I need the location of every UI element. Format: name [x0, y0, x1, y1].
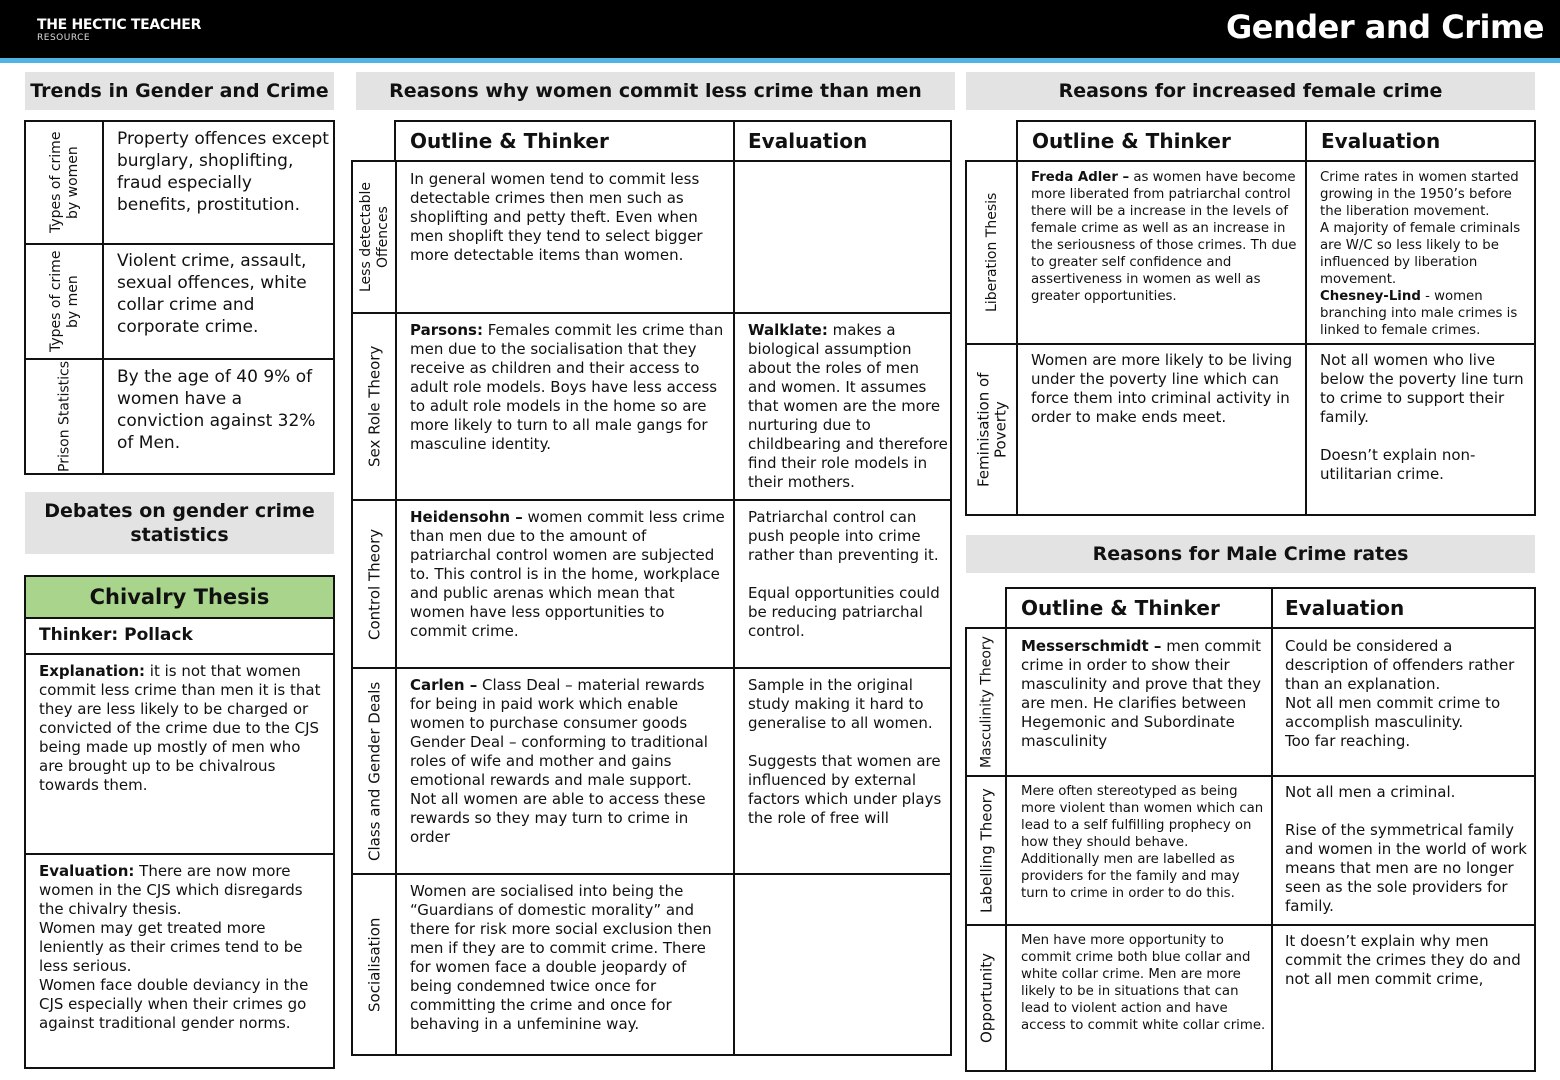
less-crime-header: Reasons why women commit less crime than men	[356, 72, 955, 110]
evaluation-label: Evaluation:	[39, 862, 135, 880]
less-outline-1	[410, 321, 725, 496]
increase-eval-1: Not all women who live below the poverty line turn to crime to support their family. Doesn’t explain non-utilitarian crime.	[1320, 351, 1524, 483]
increase-eval-text-0: Crime rates in women started growing in the 1950’s before the liberation movement. A majority of female criminals are W/C so less likely to be influenced by liberation movement.	[1320, 170, 1521, 287]
less-thinker-2: Heidensohn –	[410, 508, 523, 526]
less-eval-text-1: makes a biological assumption about the roles of men and women. It assumes that women are the more nurturing due to childbearing and therefore find their role models in their mothers.	[748, 321, 948, 491]
less-label-detectable: Less detectable Offences	[358, 182, 391, 292]
less-outline-3	[410, 676, 725, 870]
increase-label-poverty: Feminisation of Poverty	[974, 372, 1010, 487]
debates-header: Debates on gender crime statistics	[25, 492, 334, 554]
less-outline-4: Women are socialised into being the “Guardians of domestic morality” and there for risk more social exclusion then men if they are to commit crime. There for women face a double jeopardy of being condemned twice once for committing the crime and once for behaving in a unfeminine way.	[410, 882, 712, 1033]
increase-col-header-row	[1016, 120, 1536, 162]
less-eval-thinker-1: Walklate:	[748, 321, 828, 339]
male-col2-header: Evaluation	[1285, 596, 1405, 620]
increase-col1-header: Outline & Thinker	[1032, 129, 1231, 153]
chivalry-title: Chivalry Thesis	[26, 577, 333, 617]
trends-text-men: Violent crime, assault, sexual offences, white collar crime and corporate crime.	[117, 251, 307, 337]
brand-logo	[37, 17, 201, 43]
less-col-header-row	[394, 120, 952, 162]
chivalry-box	[24, 575, 335, 1069]
less-label-socialisation: Socialisation	[365, 917, 384, 1012]
less-eval-3: Sample in the original study making it hard to generalise to all women. Suggests that women are influenced by external factors which under plays the role of free will	[748, 676, 942, 827]
trends-label-women: Types of crime by women	[48, 131, 81, 234]
less-label-sexrole: Sex Role Theory	[365, 345, 384, 468]
brand-name: THE HECTIC TEACHER	[37, 17, 202, 33]
increase-outline-text-0: as women have become more liberated from patriarchal control there will be a increase in the levels of female crime as well as an increase in the seriousness of those crimes. Th due to greater self confidence and assertiveness in women as well as greater opportunities.	[1031, 170, 1297, 304]
page-title: Gender and Crime	[1226, 8, 1544, 46]
less-outline-0: In general women tend to commit less detectable crimes then men such as shoplifting and petty theft. Even when men shoplift they tend to select bigger more detectable items than women.	[410, 170, 703, 264]
trends-label-prison: Prison Statistics	[56, 360, 73, 473]
increase-outline-0	[1031, 169, 1299, 341]
trends-header: Trends in Gender and Crime	[25, 72, 334, 110]
explanation-label: Explanation:	[39, 662, 146, 680]
male-label-masculinity: Masculinity Theory	[978, 636, 995, 768]
less-outline-text-1: Females commit les crime than men due to the socialisation that they receive as children and their access to adult role models. Boys have less access to adult role models in the home so are more likely to turn to all male gangs for masculine identity.	[410, 321, 724, 453]
male-outline-0	[1021, 637, 1266, 773]
less-eval-2: Patriarchal control can push people into crime rather than preventing it. Equal opportunities could be reducing patriarchal control.	[748, 508, 940, 640]
explanation-text: it is not that women commit less crime than men it is that they are less likely to be charged or convicted of the crime due to the CJS being made up mostly of men who are brought up to be chivalrous towards them.	[39, 662, 321, 794]
male-eval-0: Could be considered a description of offenders rather than an explanation. Not all men commit crime to accomplish masculinity. Too far reaching.	[1285, 637, 1515, 750]
chivalry-thinker: Thinker: Pollack	[39, 625, 193, 645]
increase-header: Reasons for increased female crime	[966, 72, 1535, 110]
accent-stripe	[0, 58, 1560, 63]
male-outline-1: Mere often stereotyped as being more violent than women which can lead to a self fulfilling prophecy on how they should behave. Additionally men are labelled as providers for the family and may turn to crime in order to do this.	[1021, 784, 1264, 901]
trends-text-women: Property offences except burglary, shoplifting, fraud especially benefits, prostitution.	[117, 129, 329, 215]
less-label-classgender: Class and Gender Deals	[365, 681, 384, 861]
male-eval-2: It doesn’t explain why men commit the crimes they do and not all men commit crime,	[1285, 932, 1521, 988]
less-col2-header: Evaluation	[748, 129, 868, 153]
less-eval-1	[748, 321, 948, 496]
male-col1-header: Outline & Thinker	[1021, 596, 1220, 620]
male-label-opportunity: Opportunity	[977, 953, 996, 1044]
less-label-control: Control Theory	[365, 528, 384, 640]
male-label-labelling: Labelling Theory	[977, 788, 996, 913]
less-outline-text-3: Class Deal – material rewards for being in paid work which enable women to purchase consumer goods Gender Deal – conforming to traditional roles of wife and mother and gains emotional rewards and male support. Not all women are able to access these rewards so they may turn to crime in order	[410, 676, 708, 846]
male-eval-1: Not all men a criminal. Rise of the symmetrical family and women in the world of work means that men are no longer seen as the sole providers for family.	[1285, 783, 1527, 915]
male-outline-2: Men have more opportunity to commit crime both blue collar and white collar crime. Men are more likely to be in situations that can lead to violent action and have access to commit white collar crime.	[1021, 933, 1266, 1033]
less-thinker-3: Carlen –	[410, 676, 478, 694]
less-crime-table	[351, 160, 952, 1056]
male-outline-text-0: men commit crime in order to show their masculinity and prove that they are men. He clarifies between Hegemonic and Subordinate masculinity	[1021, 637, 1262, 750]
increase-table	[965, 160, 1536, 516]
less-outline-2	[410, 508, 725, 664]
male-table	[965, 627, 1536, 1072]
less-thinker-1: Parsons:	[410, 321, 483, 339]
increase-eval-0	[1320, 169, 1532, 341]
trends-label-men: Types of crime by men	[48, 250, 81, 353]
trends-table	[24, 120, 335, 475]
less-col1-header: Outline & Thinker	[410, 129, 609, 153]
increase-thinker-0: Freda Adler –	[1031, 170, 1130, 185]
trends-text-prison: By the age of 40 9% of women have a conviction against 32% of Men.	[117, 367, 316, 453]
male-col-header-row	[1005, 587, 1536, 629]
male-header: Reasons for Male Crime rates	[966, 535, 1535, 573]
chivalry-evaluation	[39, 862, 329, 1062]
chivalry-explanation	[39, 662, 329, 847]
increase-col2-header: Evaluation	[1321, 129, 1441, 153]
male-thinker-0: Messerschmidt –	[1021, 637, 1162, 655]
increase-eval-text2-0: - women branching into male crimes is linked to female crimes.	[1320, 289, 1518, 338]
increase-label-liberation: Liberation Thesis	[984, 192, 1000, 313]
evaluation-text: There are now more women in the CJS which disregards the chivalry thesis. Women may get treated more leniently as their crimes tend to be less serious. Women face double deviancy in the CJS especially when their crimes go against traditional gender norms.	[39, 862, 309, 1032]
increase-outline-1: Women are more likely to be living under the poverty line which can force them into criminal activity in order to make ends meet.	[1031, 351, 1293, 426]
less-outline-text-2: women commit less crime than men due to the amount of patriarchal control women are subjected to. This control is in the home, workplace and public arenas which mean that women have less opportunities to commit crime.	[410, 508, 725, 640]
brand-sub: RESOURCE	[37, 33, 91, 43]
increase-eval-thinker-0: Chesney-Lind	[1320, 289, 1421, 304]
